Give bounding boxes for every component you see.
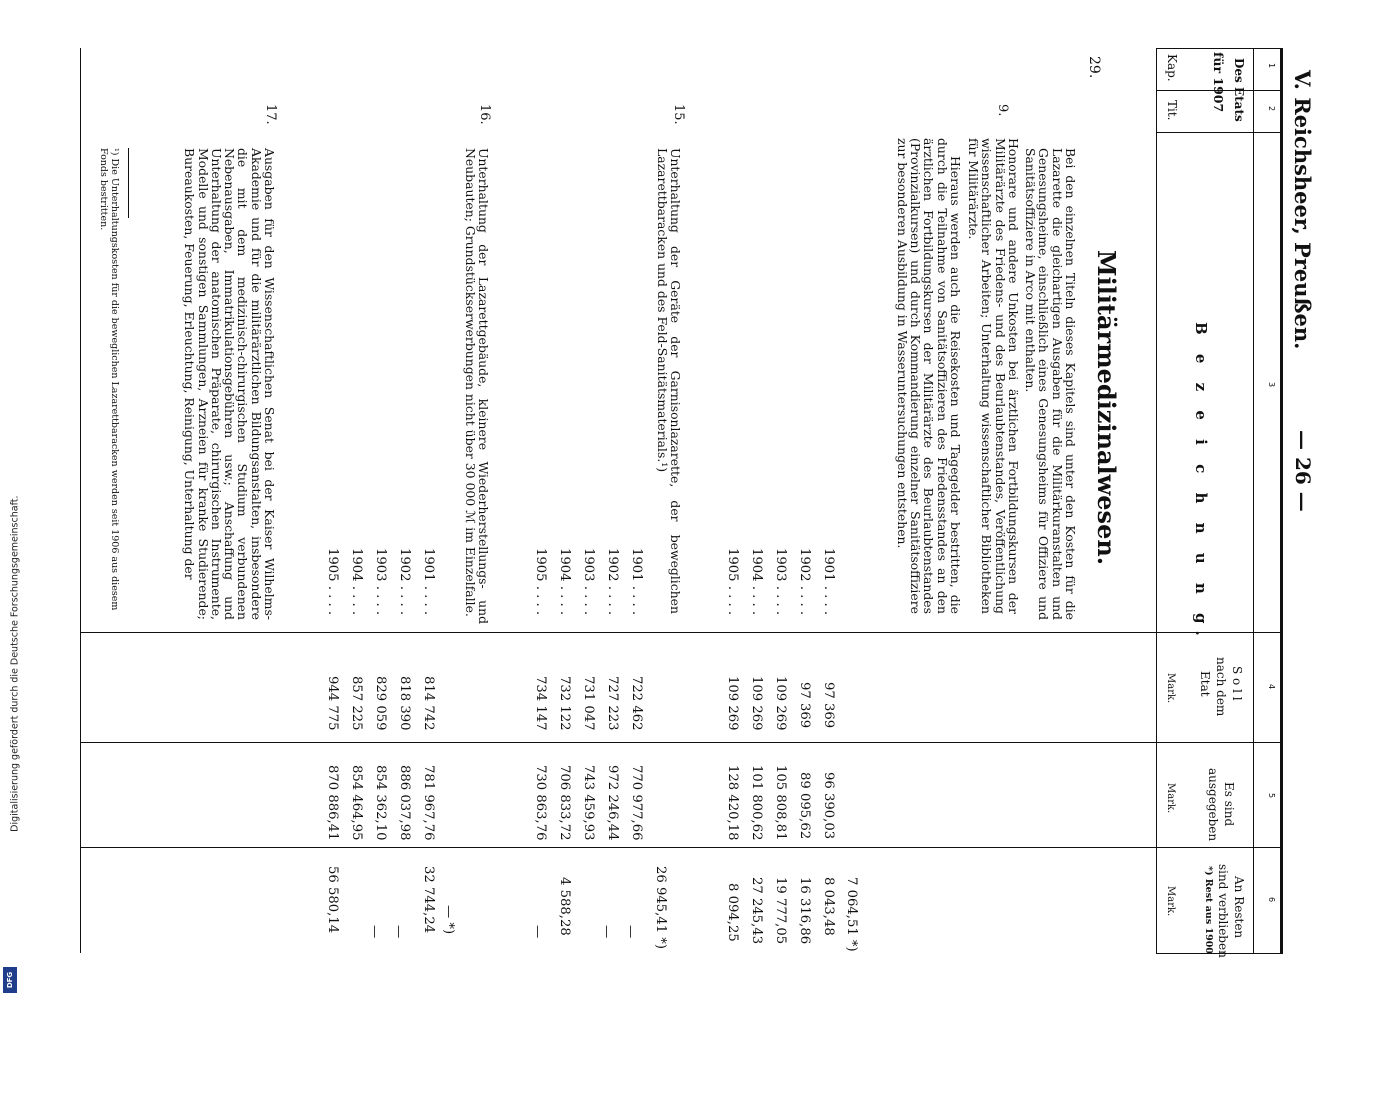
row-year: 1902 . . . .: [397, 548, 412, 616]
entry-16-tit: 16.: [477, 104, 492, 125]
row-soll: 829 059: [373, 676, 388, 731]
entry-15-tit: 15.: [671, 104, 686, 125]
row-rest: 8 094,25: [725, 883, 740, 942]
header-es-sind: Es sind: [1222, 782, 1236, 827]
entry-9-text: Honorare und andere Unkosten bei ärztlichen Fortbildungskursen der Militärärzte des Friedens- und des Beurlaubtenstandes, Veröffentlichung wissenschaftlicher Arbeiten; Unterhaltung wissenschaftlicher Bibliotheken für Militärärzte.: [966, 138, 1021, 614]
header-sind-verblieben: sind verblieben: [1216, 864, 1230, 958]
page-number: — 26 —: [1291, 430, 1315, 512]
row-rest: 19 777,05: [773, 877, 788, 945]
digitization-credit: Digitalisierung gefördert durch die Deutsche Forschungsgemeinschaft.: [9, 495, 21, 832]
header-des-etats: Des Etats: [1232, 58, 1246, 122]
header-rest-aus-1900: *) Rest aus 1900: [1203, 866, 1214, 954]
row-year: 1904 . . . .: [749, 548, 764, 616]
header-an-resten: An Resten: [1232, 876, 1246, 939]
row-rest: 27 245,43: [749, 877, 764, 945]
header-mark-6: Mark.: [1165, 886, 1176, 917]
row-year: 1905 . . . .: [533, 548, 548, 616]
header-tit: Tit.: [1165, 100, 1179, 121]
row-rest: —: [623, 925, 638, 939]
row-rest: 16 316,86: [797, 877, 812, 945]
page-title: V. Reichsheer, Preußen.: [1290, 70, 1315, 350]
row-rest: —: [391, 925, 406, 939]
row-ausg: 854 362,10: [373, 765, 388, 841]
row-year: 1903 . . . .: [773, 548, 788, 616]
header-bezeichnung: B e z e i c h n u n g.: [1192, 322, 1210, 643]
row-rest: 32 744,24: [421, 866, 436, 934]
row-year: 1901 . . . .: [629, 548, 644, 616]
entry-16-text: Unterhaltung der Lazarettgebäude, kleinere Wiederherstellungs- und Neubauten; Grundstückserwerbungen nicht über 30 000 ℳ im Einzelfalle.: [462, 148, 491, 624]
row-ausg: 105 808,81: [773, 765, 788, 841]
header-nach-dem: nach dem: [1214, 657, 1228, 717]
dfg-logo: DFG: [3, 967, 17, 993]
row-soll: 814 742: [421, 676, 436, 731]
row-ausg: 743 459,93: [581, 765, 596, 841]
entry-9-tit: 9.: [995, 104, 1010, 117]
row-rest: —: [599, 925, 614, 939]
entry-17-text: Ausgaben für den Wissenschaftlichen Senat bei der Kaiser Wilhelms-Akademie und für die militärärztlichen Bildungsanstalten, insbesondere die mit dem medizinisch-chirurgischen Studium verbundenen Nebenausgaben, Immatrikulationsgebühren usw.; Anschaffung und Unterhaltung der anatomischen Präparate, chirurgischen Instrumente, Modelle und sonstigen Sammlungen, Arzneien für kranke Studierende; Bureaukosten, Feuerung, Erleuchtung, Reinigung, Unterhaltung der: [182, 148, 277, 620]
entry-9-text2: Hieraus werden auch die Reisekosten und Tagegelder bestritten, die durch die Teilnahme von Sanitätsoffizieren des Friedensstandes an den ärztlichen Fortbildungskursen der Militärärzte des Beurlaubtenstandes (Provinzialkursen) und durch Kommandierung einzelner Sanitätsoffiziere zur besonderen Ausbildung in Wasseruntersuchungen entstehen.: [894, 138, 963, 614]
chapter-number: 29.: [1086, 56, 1102, 79]
row-rest: —: [530, 925, 545, 939]
row-rest: 8 043,48: [821, 877, 836, 936]
row-soll: 97 369: [821, 682, 836, 729]
row-year: 1901 . . . .: [421, 548, 436, 616]
header-kap: Kap.: [1165, 54, 1179, 82]
col-sep-5: [80, 847, 1283, 848]
row-soll: 109 269: [725, 676, 740, 731]
rule-top: [1280, 48, 1283, 953]
row-year: 1903 . . . .: [581, 548, 596, 616]
col-sep-0: [1156, 48, 1283, 49]
row-year: 1903 . . . .: [373, 548, 388, 616]
row-rest: — *): [441, 905, 456, 935]
header-mark-4: Mark.: [1165, 673, 1176, 704]
row-rest: 26 945,41 *): [653, 866, 668, 950]
row-ausg: 128 420,18: [725, 765, 740, 841]
row-soll: 818 390: [397, 676, 412, 731]
intro-paragraph: Bei den einzelnen Titeln dieses Kapitels sind unter den Kosten für die Lazarette die gleichartigen Ausgaben für die Militärkuranstalten und Genesungsheime, einschließlich eines Genesungsheims für Offiziere und Sanitätsoffiziere in Arco mit enthalten.: [1023, 148, 1078, 620]
colnum-5: 5: [1267, 793, 1276, 799]
row-soll: 109 269: [749, 676, 764, 731]
row-ausg: 770 977,66: [629, 765, 644, 841]
colnum-6: 6: [1267, 897, 1276, 903]
footnote: ¹) Die Unterhaltungskosten für die beweglichen Lazarettbaracken werden seit 1906 aus diesem Fonds bestritten.: [98, 148, 120, 611]
row-soll: 727 223: [605, 676, 620, 731]
row-ausg: 96 390,03: [821, 772, 836, 840]
row-year: 1905 . . . .: [725, 548, 740, 616]
row-year: 1902 . . . .: [605, 548, 620, 616]
row-rest: 56 580,14: [325, 866, 340, 934]
colnum-4: 4: [1267, 684, 1276, 690]
entry-17-tit: 17.: [263, 104, 278, 125]
row-soll: 734 147: [533, 676, 548, 731]
header-soll: S o l l: [1230, 666, 1244, 701]
row-soll: 722 462: [629, 676, 644, 731]
colnum-2: 2: [1267, 106, 1276, 112]
row-ausg: 730 863,76: [533, 765, 548, 841]
col-sep-4: [80, 742, 1283, 743]
row-year: 1901 . . . .: [821, 548, 836, 616]
row-soll: 944 775: [325, 676, 340, 731]
header-fuer-1907: für 1907: [1211, 52, 1226, 113]
col-sep-3: [80, 632, 1283, 633]
header-etat: Etat: [1198, 671, 1212, 697]
row-soll: 97 369: [797, 682, 812, 729]
row-soll: 732 122: [557, 676, 572, 731]
rule-colnums: [1253, 48, 1254, 953]
footnote-rule: [128, 148, 129, 218]
row-ausg: 89 095,62: [797, 772, 812, 840]
left-guide: [80, 132, 81, 632]
row-soll: 731 047: [581, 676, 596, 731]
row-year: 1902 . . . .: [797, 548, 812, 616]
row-ausg: 101 800,62: [749, 765, 764, 841]
row-ausg: 781 967,76: [421, 765, 436, 841]
digitization-credit-strip: [0, 0, 22, 1000]
row-year: 1904 . . . .: [557, 548, 572, 616]
row-ausg: 870 886,41: [325, 765, 340, 841]
row-rest: —: [367, 925, 382, 939]
row-ausg: 706 833,72: [557, 765, 572, 841]
rule-header-bottom: [1156, 48, 1157, 953]
entry-15-text: Unterhaltung der Geräte der Garnisonlazarette, der beweglichen Lazarettbaracken und des Feld-Sanitätsmaterials.¹): [654, 148, 683, 614]
col-sep-2: [1156, 132, 1283, 133]
row-ausg: 972 246,44: [605, 765, 620, 841]
row-ausg: 854 464,95: [349, 765, 364, 841]
row-ausg: 886 037,98: [397, 765, 412, 841]
header-mark-5: Mark.: [1165, 783, 1176, 814]
row-rest: 7 064,51 *): [844, 877, 859, 952]
row-rest: 4 588,28: [557, 877, 572, 936]
header-ausgegeben: ausgegeben: [1206, 768, 1220, 842]
colnum-3: 3: [1267, 382, 1276, 388]
row-year: 1904 . . . .: [349, 548, 364, 616]
row-soll: 109 269: [773, 676, 788, 731]
row-soll: 857 225: [349, 676, 364, 731]
colnum-1: 1: [1267, 63, 1276, 69]
section-title: Militärmedizinalwesen.: [1092, 250, 1121, 566]
row-year: 1905 . . . .: [325, 548, 340, 616]
